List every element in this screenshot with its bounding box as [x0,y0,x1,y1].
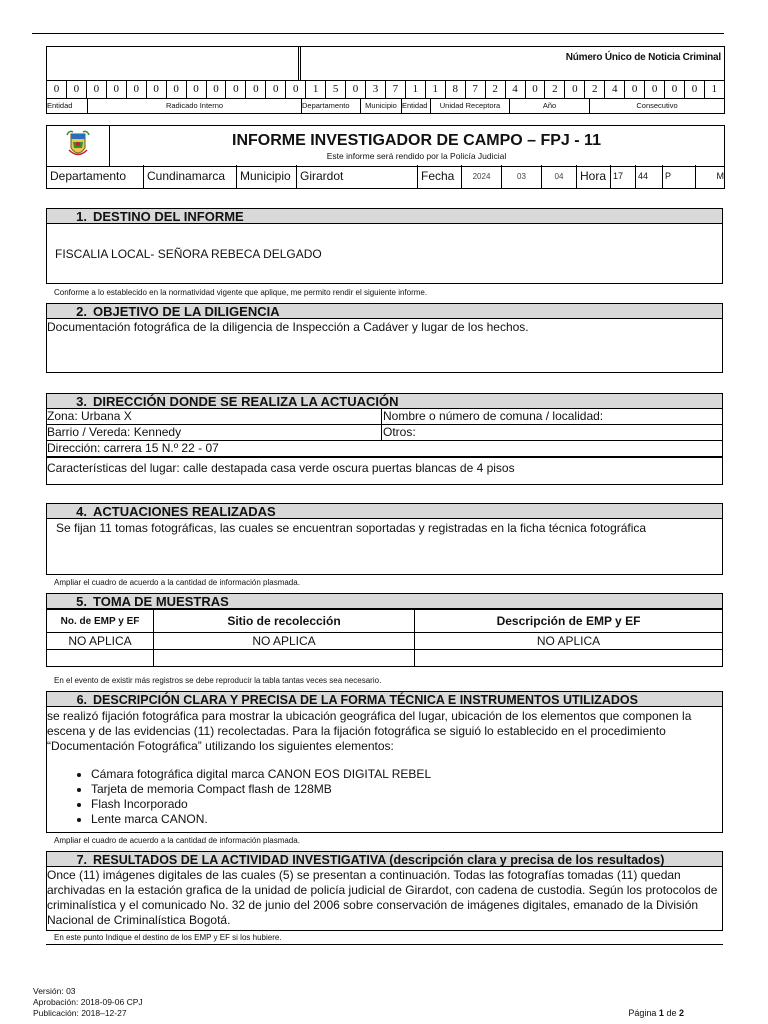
list-item: • Flash Incorporado [91,797,731,812]
section-number: 5. [76,594,87,609]
caracteristicas-field: Características del lugar: calle destapada casa verde oscura puertas blancas de 4 pisos [47,461,515,475]
table-header-row [47,610,723,633]
table-row [47,633,723,650]
col-header-no: No. de EMP y EF [47,610,154,633]
nunc-digit: 3 [366,81,386,98]
nunc-digit: 2 [545,81,565,98]
label-radicado: Radicado Interno [88,99,302,113]
section-1-note: Conforme a lo establecido en la normatividad vigente que aplique, me permito rendir el siguiente informe. [54,288,428,297]
nunc-digit: 4 [605,81,625,98]
page-prefix: Página [628,1008,657,1018]
nunc-digit: 2 [585,81,605,98]
destino-text: FISCALIA LOCAL- SEÑORA REBECA DELGADO [55,247,322,261]
nunc-digit: 0 [67,81,87,98]
descripcion-text: se realizó fijación fotográfica para mostrar la ubicación geográfica del lugar, ubicación de los elementos que componen la escena y de las evidencias (11) recolectadas. Para la fijación fotográfica se siguió lo establecido en el procedimiento “Documentación Fotográfica” utilizando los siguientes elementos: [47,709,692,753]
cell-descripcion: NO APLICA [415,633,723,650]
section-title: DESTINO DEL INFORME [93,209,244,224]
divider [298,47,299,80]
coat-of-arms-logo [47,126,109,166]
section-title: RESULTADOS DE LA ACTIVIDAD INVESTIGATIVA (descripción clara y precisa de los resultados) [93,853,665,867]
nunc-digit: 0 [246,81,266,98]
nunc-digit: 0 [187,81,207,98]
nunc-digit: 0 [286,81,306,98]
address-row-1 [47,409,722,425]
label-entidad2: Entidad [402,99,431,113]
nunc-digit: 0 [226,81,246,98]
actuaciones-text: Se fijan 11 tomas fotográficas, las cuales se encuentran soportadas y registradas en la ficha técnica fotográfica [56,521,647,535]
section-7-note: En este punto Indique el destino de los EMP y EF si los hubiere. [54,933,282,942]
cell-sitio: NO APLICA [154,633,415,650]
samples-table [46,609,723,667]
section-1-header [46,208,723,224]
fecha-year: 2024 [462,165,502,188]
mun-value: Girardot [297,165,418,188]
cell-empty [47,650,154,667]
hora-p: P [663,165,696,188]
section-6-note: Ampliar el cuadro de acuerdo a la cantidad de información plasmada. [54,836,300,845]
hora-hour: 17 [611,165,636,188]
bottom-rule [46,944,723,945]
divider [381,408,382,424]
page-total: 2 [678,1008,684,1018]
form-header [46,125,725,167]
logo-cell [47,126,110,166]
address-row-2 [47,425,722,441]
objetivo-text: Documentación fotográfica de la diligencia de Inspección a Cadáver y lugar de los hechos. [47,320,529,334]
section-5-note: En el evento de existir más registros se debe reproducir la tabla tantas veces sea necesario. [54,676,382,685]
divider [300,47,301,80]
nunc-digit: 1 [406,81,426,98]
fecha-day: 04 [542,165,577,188]
nunc-digit: 0 [346,81,366,98]
label-entidad: Entidad [47,99,88,113]
form-title: INFORME INVESTIGADOR DE CAMPO – FPJ - 11 [232,132,601,149]
location-date-row [46,165,725,189]
nunc-digits-row [47,80,724,98]
nunc-digit: 0 [87,81,107,98]
nunc-digit: 0 [645,81,665,98]
cell-no: NO APLICA [47,633,154,650]
list-item: • Cámara fotográfica digital marca CANON EOS DIGITAL REBEL [91,767,731,782]
nunc-title: Número Único de Noticia Criminal [565,52,721,63]
section-2-header [46,303,723,319]
nunc-digit: 0 [625,81,645,98]
page-of: de [666,1008,677,1018]
section-4-box [46,519,723,575]
nunc-digit: 0 [565,81,585,98]
nunc-block [46,46,725,114]
list-item: • Lente marca CANON. [91,812,731,827]
dept-label: Departamento [47,165,144,188]
hora-m: M [716,171,724,181]
zona-field: Zona: Urbana X [47,409,132,423]
otros-field: Otros: [383,425,416,439]
nunc-digit: 0 [207,81,227,98]
section-3-box [46,409,723,485]
comuna-field: Nombre o número de comuna / localidad: [383,409,604,423]
nunc-digit: 0 [665,81,685,98]
section-number: 4. [76,504,87,519]
label-unidad: Unidad Receptora [431,99,510,113]
page-current: 1 [658,1008,664,1018]
mun-label: Municipio [237,165,297,188]
address-row-3 [47,441,722,457]
footer-version: Versión: 03 [33,986,76,996]
col-header-descripcion: Descripción de EMP y EF [415,610,723,633]
section-number: 6. [76,693,87,707]
fecha-label: Fecha [418,165,462,188]
col-header-sitio: Sitio de recolección [154,610,415,633]
section-6-box [46,707,723,833]
fecha-month: 03 [502,165,542,188]
nunc-digit: 8 [446,81,466,98]
section-title: DIRECCIÓN DONDE SE REALIZA LA ACTUACIÓN [93,394,399,409]
section-7-header [46,851,723,867]
section-number: 3. [76,394,87,409]
table-row [47,650,723,667]
section-2-box [46,319,723,373]
label-municipio: Municipio [361,99,402,113]
section-1-box [46,224,723,284]
cell-empty [154,650,415,667]
footer-publicacion: Publicación: 2018–12-27 [33,1008,127,1018]
section-4-note: Ampliar el cuadro de acuerdo a la cantidad de información plasmada. [54,578,300,587]
label-anio: Año [510,99,590,113]
nunc-digit: 1 [426,81,446,98]
section-number: 1. [76,209,87,224]
nunc-digit: 7 [466,81,486,98]
nunc-digit: 7 [386,81,406,98]
nunc-digit: 2 [486,81,506,98]
hora-label: Hora [577,165,611,188]
divider [381,425,382,441]
section-5-header [46,593,723,609]
label-departamento: Departamento [302,99,361,113]
section-title: TOMA DE MUESTRAS [93,594,229,609]
section-4-header [46,503,723,519]
dept-value: Cundinamarca [144,165,237,188]
section-7-box [46,867,723,931]
nunc-digit: 0 [266,81,286,98]
direccion-field: Dirección: carrera 15 N.º 22 - 07 [47,441,219,455]
nunc-digit: 4 [506,81,526,98]
section-3-header [46,393,723,409]
barrio-field: Barrio / Vereda: Kennedy [47,425,182,439]
footer-aprobacion: Aprobación: 2018-09-06 CPJ [33,997,143,1007]
section-title: ACTUACIONES REALIZADAS [93,504,276,519]
list-item: • Tarjeta de memoria Compact flash de 128MB [91,782,731,797]
nunc-digit: 1 [711,83,718,95]
nunc-digit: 0 [167,81,187,98]
section-number: 7. [76,853,87,867]
address-row-4 [47,457,722,473]
nunc-digit: 0 [47,81,67,98]
section-number: 2. [76,304,87,319]
label-consecutivo: Consecutivo [636,101,678,110]
section-title: OBJETIVO DE LA DILIGENCIA [93,304,280,319]
nunc-digit: 0 [107,81,127,98]
form-subtitle: Este informe será rendido por la Policía Judicial [326,151,507,161]
nunc-digit: 0 [127,81,147,98]
resultados-text: Once (11) imágenes digitales de las cuales (5) se presentan a continuación. Todas las fotografías tomadas (11) quedan archivadas en la estación grafica de la unidad de policía judicial de Girardot, con cadena de custodia. Según los protocolos de criminalística y el comunicado No. 32 de junio del 2006 sobre conservación de imágenes digitales, emanado de la División Nacional de Criminalística Bogotá. [47,868,718,927]
tools-list [47,767,731,827]
nunc-digit: 0 [147,81,167,98]
nunc-digit: 5 [326,81,346,98]
section-title: DESCRIPCIÓN CLARA Y PRECISA DE LA FORMA TÉCNICA E INSTRUMENTOS UTILIZADOS [93,693,638,707]
nunc-digit: 0 [526,81,546,98]
section-6-header [46,691,723,707]
page-number [628,1008,684,1018]
nunc-digit: 0 [685,81,705,98]
hora-minute: 44 [636,165,663,188]
nunc-digit: 1 [306,81,326,98]
nunc-labels-row [47,98,724,113]
cell-empty [415,650,723,667]
